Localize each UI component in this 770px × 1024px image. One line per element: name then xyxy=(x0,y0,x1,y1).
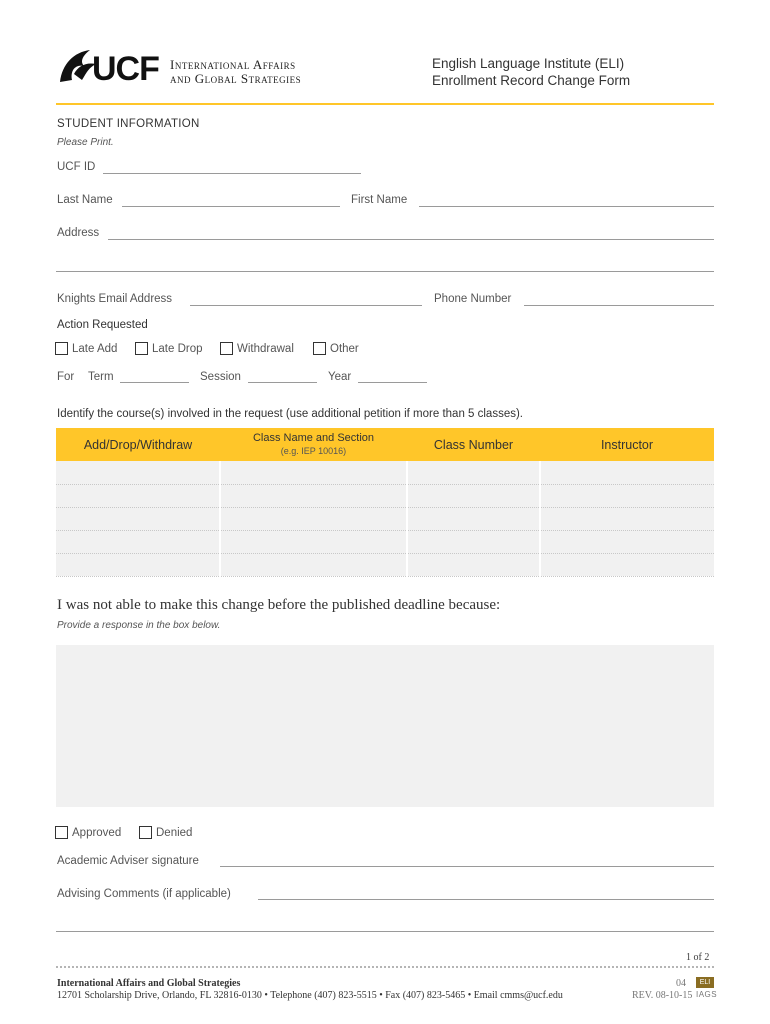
courses-instruction: Identify the course(s) involved in the request (use additional petition if more than 5 classes). xyxy=(57,408,523,420)
section-title-student-info: STUDENT INFORMATION xyxy=(57,118,200,130)
col-class-name-label: Class Name and Section xyxy=(252,432,375,444)
email-label: Knights Email Address xyxy=(57,293,173,305)
comments-field-line1[interactable] xyxy=(258,899,714,900)
for-label: For xyxy=(57,371,75,383)
table-cell[interactable] xyxy=(220,484,407,507)
term-field[interactable] xyxy=(120,382,189,383)
denied-option[interactable] xyxy=(139,826,192,839)
withdrawal-label: Withdrawal xyxy=(237,342,294,355)
col-class-number: Class Number xyxy=(407,428,540,461)
signature-label: Academic Adviser signature xyxy=(57,855,199,867)
table-cell[interactable] xyxy=(540,461,714,484)
table-row xyxy=(56,507,714,530)
table-row xyxy=(56,553,714,576)
course-table xyxy=(56,428,714,577)
table-cell[interactable] xyxy=(407,530,540,553)
first-name-label: First Name xyxy=(351,194,408,206)
phone-label: Phone Number xyxy=(434,293,512,305)
form-title xyxy=(432,55,712,89)
table-cell[interactable] xyxy=(407,484,540,507)
table-cell[interactable] xyxy=(540,484,714,507)
approved-label: Approved xyxy=(72,826,122,839)
footer-revision: REV. 08-10-15 xyxy=(632,990,693,1001)
late-drop-checkbox[interactable] xyxy=(135,342,148,355)
late-add-checkbox[interactable] xyxy=(55,342,68,355)
col-instructor: Instructor xyxy=(540,428,714,461)
table-cell[interactable] xyxy=(540,507,714,530)
response-textarea[interactable] xyxy=(56,645,714,807)
late-add-option[interactable] xyxy=(55,342,117,355)
withdrawal-option[interactable] xyxy=(220,342,294,355)
other-option[interactable] xyxy=(313,342,359,355)
org-name-line2: and Global Strategies xyxy=(170,71,302,86)
last-name-field[interactable] xyxy=(122,206,340,207)
table-cell[interactable] xyxy=(407,507,540,530)
session-field[interactable] xyxy=(248,382,317,383)
other-label: Other xyxy=(330,342,359,355)
table-cell[interactable] xyxy=(56,553,220,576)
table-row xyxy=(56,484,714,507)
table-cell[interactable] xyxy=(220,461,407,484)
form-title-line1: English Language Institute (ELI) xyxy=(432,56,625,71)
table-cell[interactable] xyxy=(56,484,220,507)
ucf-id-label: UCF ID xyxy=(57,161,96,173)
signature-field[interactable] xyxy=(220,866,714,867)
table-cell[interactable] xyxy=(220,530,407,553)
table-cell[interactable] xyxy=(56,461,220,484)
form-title-line2: Enrollment Record Change Form xyxy=(432,73,631,88)
header-divider xyxy=(56,103,714,105)
org-name-line1: International Affairs xyxy=(170,57,296,72)
phone-field[interactable] xyxy=(524,305,714,306)
approved-checkbox[interactable] xyxy=(55,826,68,839)
comments-field-line2[interactable] xyxy=(56,931,714,932)
approved-option[interactable] xyxy=(55,826,121,839)
table-cell[interactable] xyxy=(407,461,540,484)
year-field[interactable] xyxy=(358,382,427,383)
course-table-header xyxy=(56,428,714,461)
page-number: 1 of 2 xyxy=(686,952,710,963)
col-class-name xyxy=(220,428,407,461)
table-cell[interactable] xyxy=(56,507,220,530)
denied-checkbox[interactable] xyxy=(139,826,152,839)
action-requested-title: Action Requested xyxy=(57,319,148,331)
please-print-note: Please Print. xyxy=(57,137,114,148)
org-name xyxy=(170,58,301,86)
table-cell[interactable] xyxy=(407,553,540,576)
deadline-statement: I was not able to make this change before the published deadline because: xyxy=(57,597,501,613)
table-cell[interactable] xyxy=(56,530,220,553)
address-field-line2[interactable] xyxy=(56,271,714,272)
ucf-logo-text: UCF xyxy=(92,50,159,88)
ucf-id-field[interactable] xyxy=(103,173,361,174)
table-cell[interactable] xyxy=(540,530,714,553)
address-field-line1[interactable] xyxy=(108,239,714,240)
denied-label: Denied xyxy=(156,826,193,839)
late-drop-option[interactable] xyxy=(135,342,203,355)
footer-divider xyxy=(56,966,714,968)
footer-form-code: 04 xyxy=(676,978,686,989)
col-class-name-example: (e.g. IEP 10016) xyxy=(280,446,347,456)
col-add-drop-withdraw: Add/Drop/Withdraw xyxy=(56,428,220,461)
withdrawal-checkbox[interactable] xyxy=(220,342,233,355)
table-row xyxy=(56,461,714,484)
table-row xyxy=(56,530,714,553)
address-label: Address xyxy=(57,227,100,239)
footer-address: 12701 Scholarship Drive, Orlando, FL 32816-0130 • Telephone (407) 823-5515 • Fax (407) 823-5465 • Email cmms@ucf.edu xyxy=(57,990,563,1001)
term-label: Term xyxy=(88,371,114,383)
email-field[interactable] xyxy=(190,305,422,306)
comments-label: Advising Comments (if applicable) xyxy=(57,888,231,900)
table-cell[interactable] xyxy=(220,507,407,530)
session-label: Session xyxy=(200,371,241,383)
other-checkbox[interactable] xyxy=(313,342,326,355)
footer-iags-badge: IAGS xyxy=(696,990,718,999)
table-cell[interactable] xyxy=(220,553,407,576)
footer-eli-badge: ELI xyxy=(696,977,714,988)
deadline-note: Provide a response in the box below. xyxy=(57,620,221,631)
late-drop-label: Late Drop xyxy=(152,342,203,355)
table-cell[interactable] xyxy=(540,553,714,576)
last-name-label: Last Name xyxy=(57,194,113,206)
late-add-label: Late Add xyxy=(72,342,118,355)
first-name-field[interactable] xyxy=(419,206,714,207)
footer-org-name: International Affairs and Global Strategies xyxy=(57,978,241,989)
year-label: Year xyxy=(328,371,352,383)
